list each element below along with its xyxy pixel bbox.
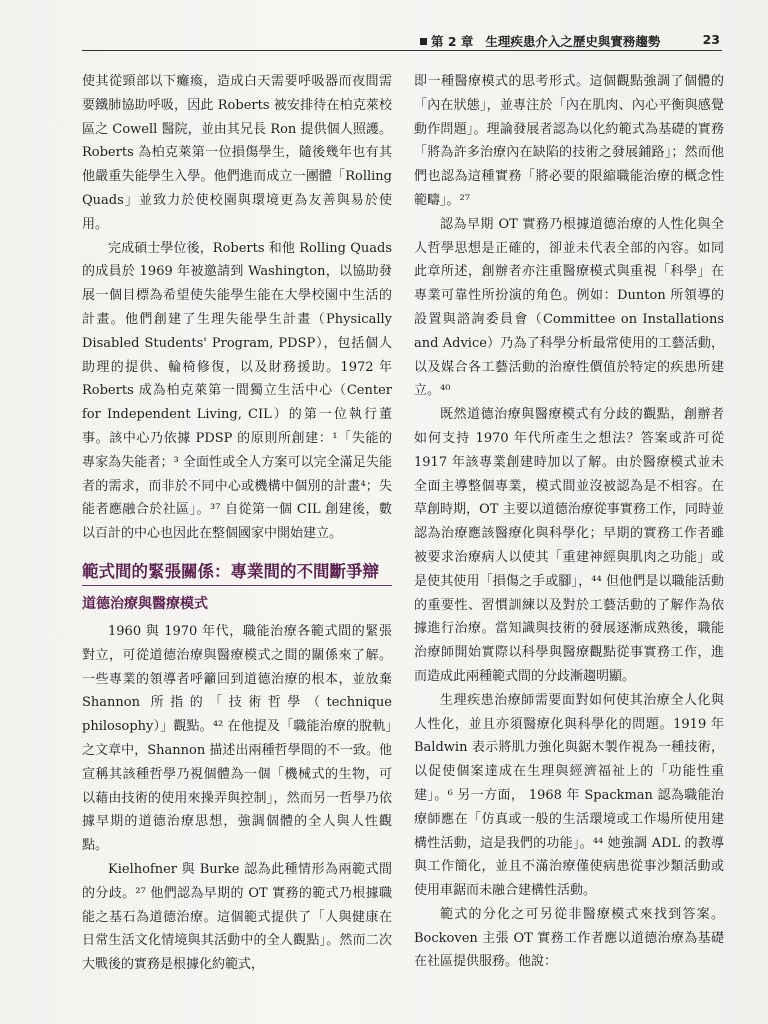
paragraph: 認為早期 OT 實務乃根據道德治療的人性化與全人哲學思想是正確的，卻並未代表全部的內容。如同此章所述，創辦者亦注重醫療模式與重視「科學」在專業可靠性所扮演的角色。例如：Dunton 所領導的設置與諮詢委員會（Committee on Installations and Advice）乃為了科學分析最常使用的工藝活動，以及媒合各工藝活動的治療性價值於特定的疾患所建立。⁴⁰	[414, 216, 724, 399]
chapter-label: 第 2 章	[431, 34, 474, 49]
page-number: 23	[702, 32, 720, 47]
paragraph: 完成碩士學位後，Roberts 和他 Rolling Quads 的成員於 1969 年被邀請到 Washington，以協助發展一個目標為希望使失能學生能在大學校園中生活的計畫。他們創建了生理失能學生計畫（Physically Disabled Students' Program, PDSP），包括個人助理的提供、輪椅修復，以及財務援助。1972 年 Roberts 成為柏克萊第一間獨立生活中心（Center for Independent Living, CIL）的第一位執行董事。該中心乃依據 PDSP 的原則所創建：¹「失能的專家為失能者；³ 全面性或全人方案可以完全滿足失能者的需求，而非於不同中心或機構中個別的計畫⁴；失能者應融合於社區」。³⁷ 自從第一個 CIL 創建後，數以百計的中心也因此在整個國家中開始建立。	[82, 240, 392, 542]
paragraph: 既然道德治療與醫療模式有分歧的觀點，創辦者如何支持 1970 年代所產生之想法？答案或許可從 1917 年該專業創建時加以了解。由於醫療模式並未全面主導整個專業，模式間並沒被認為是不相容。在草創時期，OT 主要以道德治療從事實務工作，同時並認為治療應該醫療化與科學化；早期的實務工作者雖被要求治療病人以使其「重建神經與肌肉之功能」或是使其使用「損傷之手或腳」，⁴⁴ 但他們是以職能活動的重要性、習慣訓練以及對於工藝活動的了解作為依據進行治療。當知識與技術的發展逐漸成熟後，職能治療師開始實際以科學與醫療觀點從事實務工作，進而造成此兩種範式間的分歧漸趨明顯。	[414, 407, 724, 684]
right-column	[414, 70, 724, 974]
chapter-title: 生理疾患介入之歷史與實務趨勢	[485, 34, 661, 49]
paragraph: 即一種醫療模式的思考形式。這個觀點強調了個體的「內在狀態」，並專注於「內在肌肉、內心平衡與感覺動作問題」。理論發展者認為以化約範式為基礎的實務「將為許多治療內在缺陷的技術之發展鋪路」；然而他們也認為這種實務「將必要的限縮職能治療的概念性範疇」。²⁷	[414, 74, 724, 208]
paragraph: 範式的分化之可另從非醫療模式來找到答案。Bockoven 主張 OT 實務工作者應以道德治療為基礎在社區提供服務。他說：	[414, 906, 724, 970]
heading-rule	[82, 585, 392, 586]
paragraph: Kielhofner 與 Burke 認為此種情形為兩範式間的分歧。²⁷ 他們認為早期的 OT 實務的範式乃根據職能之基石為道德治療。這個範式提供了「人與健康在日常生活文化情境與其活動中的全人觀點」。然而二次大戰後的實務是根據化約範式，	[82, 861, 392, 973]
running-header	[420, 32, 720, 50]
subsection-heading: 道德治療與醫療模式	[82, 595, 208, 612]
square-bullet-icon	[420, 38, 427, 45]
paragraph: 1960 與 1970 年代，職能治療各範式間的緊張對立，可從道德治療與醫療模式之間的關係來了解。一些專業的領導者呼籲回到道德治療的根本，並放棄 Shannon 所指的「技術哲學（technique philosophy）」觀點。⁴² 在他提及「職能治療的脫軌」之文章中，Shannon 描述出兩種哲學間的不一致。他宣稱其該種哲學乃視個體為一個「機械式的生物，可以藉由技術的使用來操弄與控制」，然而另一哲學乃依據早期的道德治療思想，強調個體的全人與人性觀點。	[82, 623, 392, 854]
section-heading: 範式間的緊張關係：專業間的不間斷爭辯	[82, 561, 379, 581]
left-column	[82, 70, 392, 977]
paragraph: 使其從頸部以下癱瘓，造成白天需要呼吸器而夜間需要鐵肺協助呼吸，因此 Roberts 被安排待在柏克萊校區之 Cowell 醫院，並由其兄長 Ron 提供個人照護。Roberts 為柏克萊第一位損傷學生，隨後幾年也有其他嚴重失能學生入學。他們進而成立一團體「Rolling Quads」並致力於使校園與環境更為友善與易於使用。	[82, 74, 392, 232]
paragraph: 生理疾患治療師需要面對如何使其治療全人化與人性化，並且亦須醫療化與科學化的問題。1919 年 Baldwin 表示將肌力強化與鋸木製作視為一種技術，以促使個案達成在生理與經濟福祉上的「功能性重建」。⁶ 另一方面， 1968 年 Spackman 認為職能治療師應在「仿真或一般的生活環境或工作場所使用建構性活動，這是我們的功能」。⁴⁴ 她強調 ADL 的教導與工作簡化，並且不滿治療僅使病患從事沙類活動或使用車鋸而未融合建構性活動。	[414, 692, 724, 899]
header-rule	[82, 50, 722, 51]
